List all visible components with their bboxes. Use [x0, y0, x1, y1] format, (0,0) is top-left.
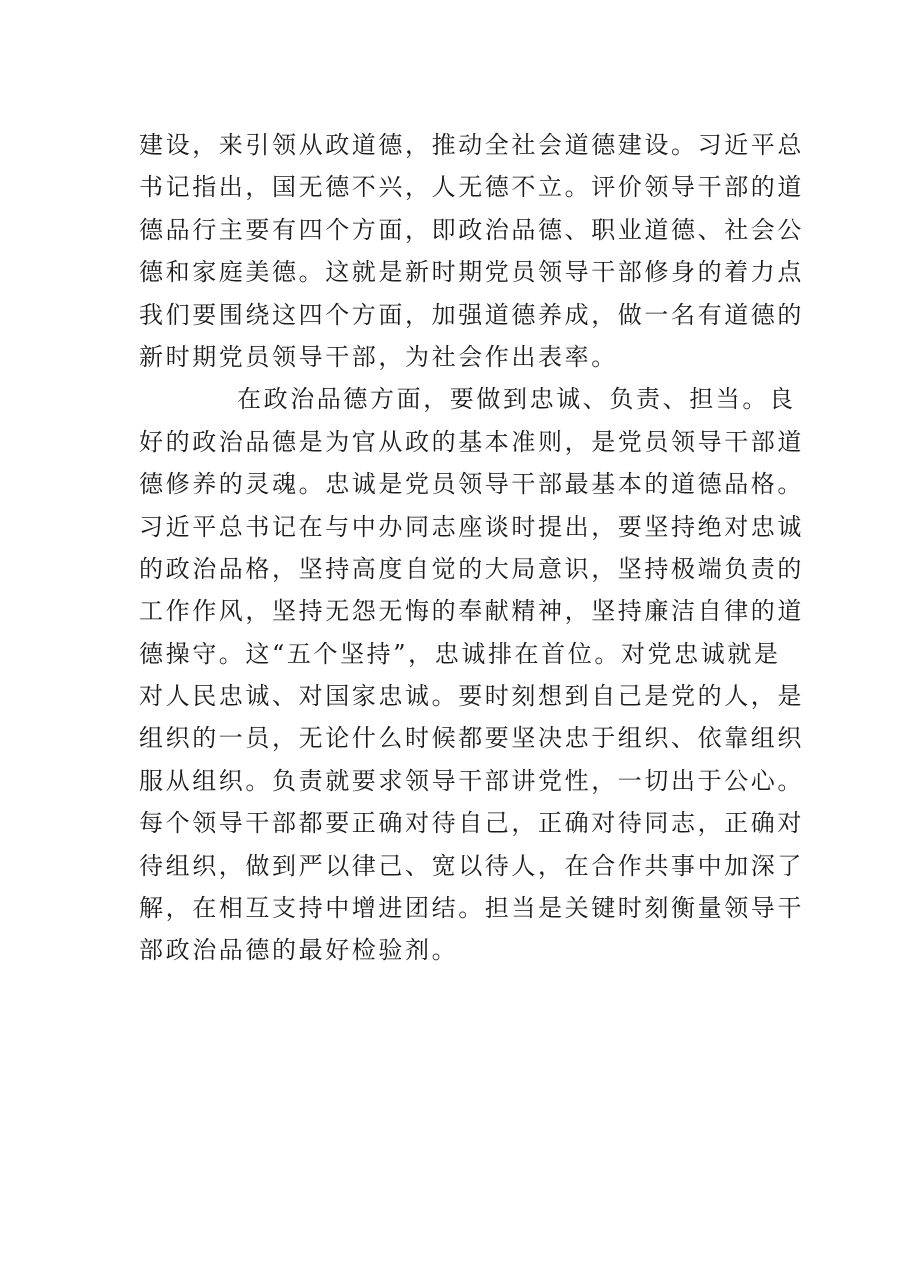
text-line: 新时期党员领导干部，为社会作出表率。 [139, 342, 618, 371]
paragraph-first-line: 在政治品德方面，要做到忠诚、负责、担当。良 [237, 385, 796, 414]
text-line: 习近平总书记在与中办同志座谈时提出，要坚持绝对忠诚 [139, 512, 804, 541]
text-line: 德操守。这“五个坚持”，忠诚排在首位。对党忠诚就是 [139, 639, 781, 668]
text-line: 工作作风，坚持无怨无悔的奉献精神，坚持廉洁自律的道 [139, 597, 804, 626]
text-line: 德修养的灵魂。忠诚是党员领导干部最基本的道德品格。 [139, 470, 804, 499]
text-line: 德品行主要有四个方面，即政治品德、职业道德、社会公 [139, 215, 804, 244]
text-line: 书记指出，国无德不兴，人无德不立。评价领导干部的道 [139, 173, 804, 202]
text-line: 我们要围绕这四个方面，加强道德养成，做一名有道德的 [139, 300, 804, 329]
text-line: 组织的一员，无论什么时候都要坚决忠于组织、依靠组织 [139, 724, 804, 753]
text-line: 待组织，做到严以律己、宽以待人，在合作共事中加深了 [139, 851, 804, 880]
text-line: 德和家庭美德。这就是新时期党员领导干部修身的着力点 [139, 258, 804, 287]
text-line: 部政治品德的最好检验剂。 [139, 936, 459, 965]
body-text [139, 124, 804, 972]
text-line: 解，在相互支持中增进团结。担当是关键时刻衡量领导干 [139, 894, 804, 923]
text-line: 每个领导干部都要正确对待自己，正确对待同志，正确对 [139, 809, 804, 838]
text-line: 建设，来引领从政道德，推动全社会道德建设。习近平总 [139, 131, 804, 159]
text-line: 好的政治品德是为官从政的基本准则，是党员领导干部道 [139, 427, 804, 456]
text-line: 对人民忠诚、对国家忠诚。要时刻想到自己是党的人，是 [139, 682, 804, 711]
text-line: 的政治品格，坚持高度自觉的大局意识，坚持极端负责的 [139, 554, 804, 583]
text-line: 服从组织。负责就要求领导干部讲党性，一切出于公心。 [139, 766, 804, 795]
